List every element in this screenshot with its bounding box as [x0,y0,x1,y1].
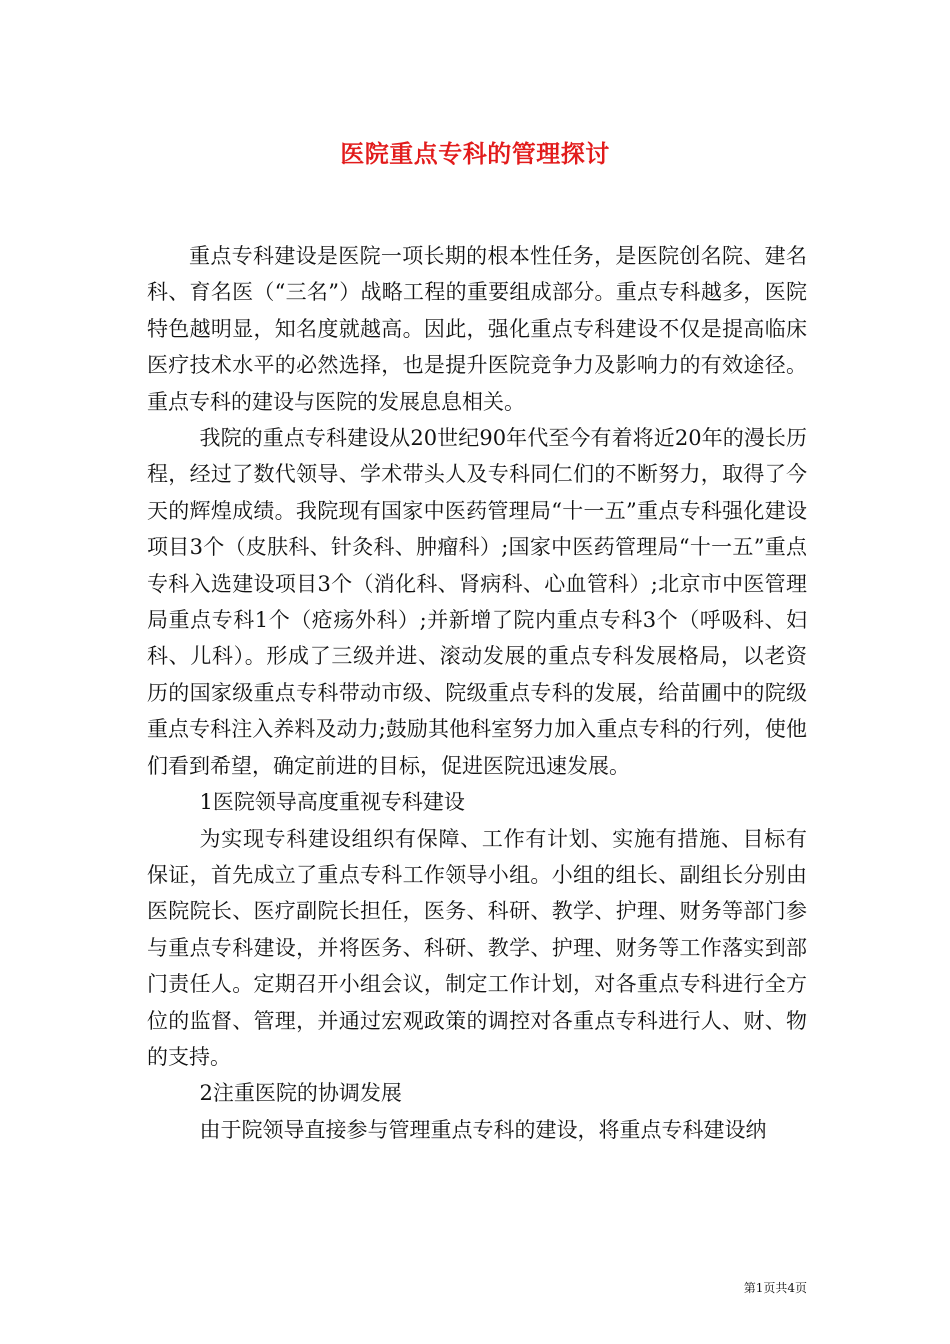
page-number: 第1页共4页 [743,1281,807,1295]
section-paragraph-2: 由于院领导直接参与管理重点专科的建设，将重点专科建设纳 [199,1117,767,1142]
history-paragraph: 我院的重点专科建设从20世纪90年代至今有着将近20年的漫长历程，经过了数代领导、学术带头人及专科同仁们的不断努力，取得了今天的辉煌成绩。我院现有国家中医药管理局“十一五”重点专科强化建设项目3个（皮肤科、针灸科、肿瘤科）;国家中医药管理局“十一五”重点专科入选建设项目3个（消化科、肾病科、心血管科）;北京市中医管理局重点专科1个（疮疡外科）;并新增了院内重点专科3个（呼吸科、妇科、儿科）。形成了三级并进、滚动发展的重点专科发展格局，以老资历的国家级重点专科带动市级、院级重点专科的发展，给苗圃中的院级重点专科注入养料及动力;鼓励其他科室努力加入重点专科的行列，使他们看到希望，确定前进的目标，促进医院迅速发展。 [147,426,807,778]
section-heading-2: 2注重医院的协调发展 [199,1081,402,1106]
section-paragraph-1: 为实现专科建设组织有保障、工作有计划、实施有措施、目标有保证，首先成立了重点专科工作领导小组。小组的组长、副组长分别由医院院长、医疗副院长担任，医务、科研、教学、护理、财务等部门参与重点专科建设，并将医务、科研、教学、护理、财务等工作落实到部门责任人。定期召开小组会议，制定工作计划，对各重点专科进行全方位的监督、管理，并通过宏观政策的调控对各重点专科进行人、财、物的支持。 [147,826,807,1069]
section-heading-1: 1医院领导高度重视专科建设 [199,790,465,815]
page-title: 医院重点专科的管理探讨 [340,139,610,168]
intro-paragraph: 重点专科建设是医院一项长期的根本性任务，是医院创名院、建名科、育名医（“三名”）战略工程的重要组成部分。重点专科越多，医院特色越明显，知名度就越高。因此，强化重点专科建设不仅是提高临床医疗技术水平的必然选择，也是提升医院竞争力及影响力的有效途径。重点专科的建设与医院的发展息息相关。 [147,244,807,414]
document-body [147,238,807,1148]
